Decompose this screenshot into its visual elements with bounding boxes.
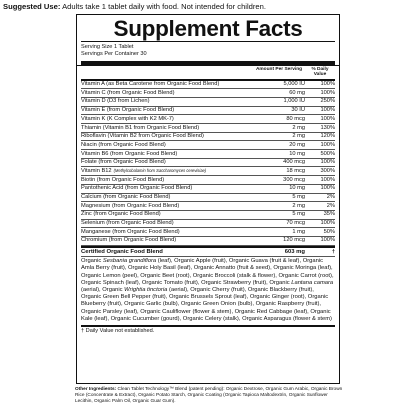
suggested-use-text: Adults take 1 tablet daily with food. Not intended for children. xyxy=(62,2,266,11)
nutrient-daily-value: 100% xyxy=(320,220,335,227)
nutrient-amount: 2 mg xyxy=(292,202,305,209)
nutrient-name: Pantothenic Acid (from Organic Food Blend) xyxy=(81,185,193,192)
servings-per-container: Servings Per Container 30 xyxy=(81,50,147,57)
nutrient-name: Vitamin A (as Beta Carotene from Organic Food Blend) xyxy=(81,81,220,88)
nutrient-amount: 5 mg xyxy=(292,211,305,218)
nutrient-amount: 80 mcg xyxy=(286,115,305,122)
scientific-name: Wrightia tinctoria xyxy=(124,286,168,293)
nutrient-amount: 10 mg xyxy=(289,150,305,157)
nutrient-daily-value: 100% xyxy=(320,89,335,96)
nutrient-name: Vitamin B6 (from Organic Food Blend) xyxy=(81,150,178,157)
suggested-use xyxy=(3,2,417,12)
nutrient-row xyxy=(81,194,335,203)
nutrient-row xyxy=(81,167,335,176)
footnote: † Daily Value not established. xyxy=(81,325,335,335)
supplement-facts-panel xyxy=(76,14,340,384)
nutrient-name: Niacin (from Organic Food Blend) xyxy=(81,141,166,148)
nutrient-row xyxy=(81,98,335,107)
blend-amount: 603 mg xyxy=(284,249,305,256)
nutrient-row xyxy=(81,211,335,220)
nutrient-row xyxy=(81,228,335,237)
nutrient-daily-value: 2% xyxy=(326,202,335,209)
nutrient-name: Calcium (from Organic Food Blend) xyxy=(81,194,171,201)
column-header xyxy=(77,65,339,78)
nutrient-daily-value: 500% xyxy=(320,150,335,157)
nutrient-name: Biotin (from Organic Food Blend) xyxy=(81,176,165,183)
blend-name: Certified Organic Food Blend xyxy=(81,249,163,256)
nutrient-row xyxy=(81,237,335,246)
blend-daily-value: † xyxy=(331,249,335,256)
nutrient-amount: 10 mg xyxy=(289,185,305,192)
nutrient-row xyxy=(81,159,335,168)
nutrient-name: Selenium (from Organic Food Blend) xyxy=(81,220,174,227)
column-daily-value: % Daily Value xyxy=(311,67,329,78)
nutrient-amount: 20 mg xyxy=(289,141,305,148)
blend-ingredients xyxy=(81,256,335,325)
nutrient-amount: 60 mg xyxy=(289,89,305,96)
nutrient-name: Vitamin B12 xyxy=(81,167,112,174)
nutrient-daily-value: 100% xyxy=(320,107,335,114)
ingredient-text: (leaf), Organic Apple (fruit), Organic Guava (fruit & leaf), Organic Amla Berry (fruit), Organic Holy Basil (leaf), Organic Annatto (fruit & seed), Organic Moringa (leaf), Organic Lemon (peel), Organic Beet (root), Organic Broccoli (stalk & flower), Organic Carrot (root), Organic Spinach (leaf), Organic Tomato (fruit), Organic Strawberry (fruit), Organic xyxy=(81,258,334,286)
nutrient-amount: 300 mcg xyxy=(283,176,305,183)
nutrient-name: Vitamin D (D3 from Lichen) xyxy=(81,98,150,105)
nutrient-daily-value: 100% xyxy=(320,159,335,166)
nutrient-row xyxy=(81,176,335,185)
nutrient-daily-value: 100% xyxy=(320,176,335,183)
nutrient-amount: 5 mg xyxy=(292,194,305,201)
nutrient-name: Vitamin E (from Organic Food Blend) xyxy=(81,107,175,114)
nutrient-row xyxy=(81,141,335,150)
ingredient-text: (aerial), Organic Cherry (fruit), Organic Blackberry (fruit), Organic Green Bell Pepper (fruit), Organic Brussels Sprout (leaf), Organic Ginger (root), Organic Blueberry (fruit), Organic Garlic (bulb), Organic Green Onion (bulb), Organic Raspberry (fruit), Organic Parsley (leaf), Organic Cauliflower (flower & stem), Organic Red Cabbage (leaf), Organic Kale (leaf), Organic Cucumber (gourd), Organic Celery (stalk), Organic Asparagus (flower & stem) xyxy=(81,286,332,322)
other-ingredients-text: Clean Tablet Technology™ Blend (patent pending): Organic Dextrose, Organic Gum Arabic, Organic Brown Rice (Concentrate & Extract), Organic Potato Starch, Organic Coating (Organic Tapioca Maltodextrin, Organic Sunflower Lecithin, Organic Palm Oil, Organic Guar Gum). xyxy=(75,387,343,404)
blend-row xyxy=(81,248,335,256)
nutrient-amount: 120 mcg xyxy=(283,237,305,244)
nutrient-daily-value: 50% xyxy=(323,228,335,235)
nutrient-daily-value: 300% xyxy=(320,167,335,174)
nutrient-daily-value: 100% xyxy=(320,141,335,148)
nutrient-daily-value: 100% xyxy=(320,115,335,122)
nutrient-name: Zinc (from Organic Food Blend) xyxy=(81,211,161,218)
nutrient-amount: 18 mcg xyxy=(286,167,305,174)
nutrient-amount: 400 mcg xyxy=(283,159,305,166)
suggested-use-label: Suggested Use: xyxy=(3,2,61,11)
nutrient-name-note: (Methylcobalamin from Saccharomyces cerevisiae) xyxy=(113,167,207,173)
nutrient-row xyxy=(81,150,335,159)
scientific-name: Sesbania grandiflora xyxy=(102,258,157,265)
nutrient-name: Manganese (from Organic Food Blend) xyxy=(81,228,180,235)
column-amount: Amount Per Serving xyxy=(255,67,303,73)
ingredient-text: Organic xyxy=(81,258,103,265)
nutrient-daily-value: 100% xyxy=(320,81,335,88)
nutrient-row xyxy=(81,115,335,124)
nutrient-amount: 2 mg xyxy=(292,124,305,131)
ingredient-text: (aerial), Organic xyxy=(81,286,125,293)
nutrient-row xyxy=(81,220,335,229)
nutrient-amount: 30 IU xyxy=(291,107,305,114)
nutrient-row xyxy=(81,185,335,194)
other-ingredients-label: Other Ingredients: xyxy=(75,387,117,392)
nutrient-row xyxy=(81,107,335,116)
nutrient-daily-value: 35% xyxy=(323,211,335,218)
nutrient-name: Riboflavin (Vitamin B2 from Organic Food Blend) xyxy=(81,133,204,140)
nutrient-daily-value: 130% xyxy=(320,124,335,131)
nutrient-daily-value: 250% xyxy=(320,98,335,105)
serving-info xyxy=(77,42,339,59)
nutrient-amount: 1,000 IU xyxy=(283,98,305,105)
nutrient-daily-value: 120% xyxy=(320,133,335,140)
nutrient-row xyxy=(81,124,335,133)
nutrient-row xyxy=(81,202,335,211)
nutrient-row xyxy=(81,89,335,98)
nutrient-daily-value: 100% xyxy=(320,185,335,192)
nutrient-amount: 70 mcg xyxy=(286,220,305,227)
scientific-name: Lantana camara xyxy=(291,279,334,286)
nutrient-name: Vitamin K (K Complex with K2 MK-7) xyxy=(81,115,174,122)
nutrient-daily-value: 2% xyxy=(326,194,335,201)
nutrient-name: Magnesium (from Organic Food Blend) xyxy=(81,202,180,209)
serving-size: Serving Size 1 Tablet xyxy=(81,44,134,50)
nutrient-name: Vitamin C (from Organic Food Blend) xyxy=(81,89,175,96)
other-ingredients xyxy=(75,387,345,405)
nutrient-name: Thiamin (Vitamin B1 from Organic Food Blend) xyxy=(81,124,200,131)
nutrient-daily-value: 100% xyxy=(320,237,335,244)
nutrient-name: Folate (from Organic Food Blend) xyxy=(81,159,166,166)
nutrient-row xyxy=(81,133,335,142)
nutrient-amount: 2 mg xyxy=(292,133,305,140)
panel-title: Supplement Facts xyxy=(113,16,303,41)
nutrient-amount: 1 mg xyxy=(292,228,305,235)
nutrient-amount: 5,000 IU xyxy=(283,81,305,88)
nutrient-name: Chromium (from Organic Food Blend) xyxy=(81,237,177,244)
nutrient-table xyxy=(81,79,335,246)
nutrient-row xyxy=(81,81,335,90)
